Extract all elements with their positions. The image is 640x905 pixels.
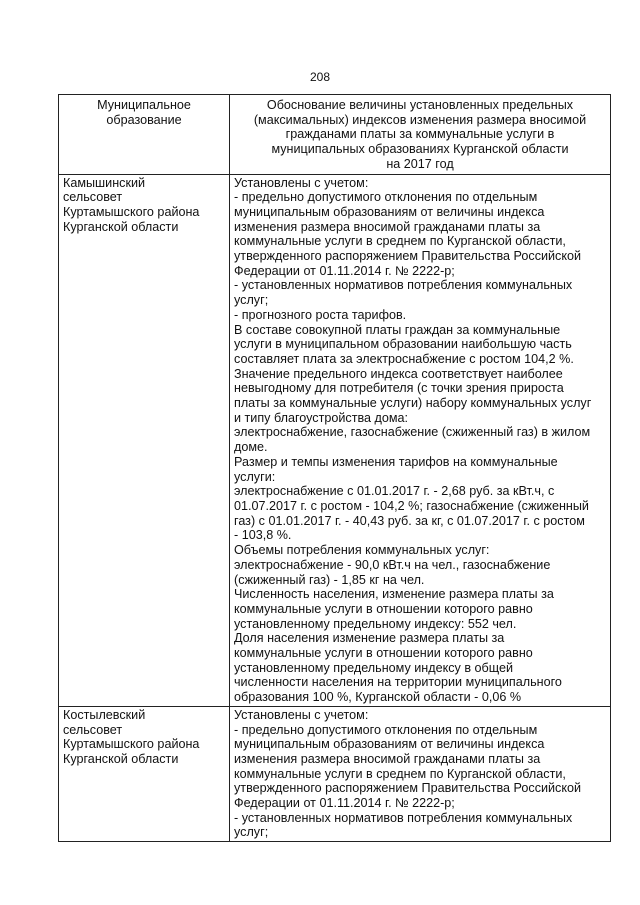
table-header-row	[59, 95, 611, 175]
header-line: Обоснование величины установленных предельных	[266, 98, 574, 112]
justification-line: газ) с 01.01.2017 г. - 40,43 руб. за кг, с 01.07.2017 г. с ростом	[234, 513, 585, 528]
justification-line: электроснабжение - 90,0 кВт.ч на чел., газоснабжение	[234, 557, 551, 572]
justification-line: составляет плата за электроснабжение с ростом 104,2 %.	[234, 351, 574, 366]
justification-line: - прогнозного роста тарифов.	[234, 307, 407, 322]
justification-line: коммунальные услуги в отношении которого равно	[234, 601, 533, 616]
justification-line: установленному предельному индексу: 552 чел.	[234, 616, 517, 631]
justification-line: и типу благоустройства дома:	[234, 410, 409, 425]
justification-line: утвержденного распоряжением Правительства Российской	[234, 249, 582, 264]
municipality-line: сельсовет	[63, 722, 123, 737]
municipality-line: Куртамышского района	[63, 737, 200, 752]
justification-line: Доля населения изменение размера платы за	[234, 631, 505, 646]
justification-line: Установлены с учетом:	[234, 707, 369, 722]
header-line: образование	[106, 112, 182, 127]
justification-line: установленному предельному индексу в общей	[234, 660, 514, 675]
municipality-line: Костылевский	[63, 707, 146, 722]
justification-line: коммунальные услуги в среднем по Курганской области,	[234, 234, 566, 249]
municipality-line: Камышинский	[63, 175, 146, 190]
justification-line: - 103,8 %.	[234, 528, 292, 543]
justification-line: - предельно допустимого отклонения по отдельным	[234, 190, 538, 205]
justification-line: Объемы потребления коммунальных услуг:	[234, 543, 490, 558]
justification-line: Установлены с учетом:	[234, 175, 369, 190]
municipality-cell	[59, 174, 230, 706]
justification-line: электроснабжение, газоснабжение (сжиженный газ) в жилом	[234, 425, 591, 440]
justification-line: численности населения на территории муниципального	[234, 675, 562, 690]
municipality-cell	[59, 706, 230, 841]
justification-line: - установленных нормативов потребления коммунальных	[234, 810, 573, 825]
justification-line: Численность населения, изменение размера платы за	[234, 587, 554, 602]
municipality-line: Куртамышского района	[63, 204, 200, 219]
justification-line: муниципальным образованиям от величины индекса	[234, 204, 545, 219]
justification-line: образования 100 %, Курганской области - 0,06 %	[234, 690, 522, 705]
page-number: 208	[309, 70, 331, 84]
municipality-line: Курганской области	[63, 219, 179, 234]
header-line: (максимальных) индексов изменения размера вносимой	[253, 112, 587, 127]
justification-line: муниципальным образованиям от величины индекса	[234, 737, 545, 752]
justification-line: услуг;	[234, 825, 269, 840]
table-row	[59, 706, 611, 841]
justification-line: платы за коммунальные услуги) набору коммунальных услуг	[234, 396, 592, 411]
justification-line: (сжиженный газ) - 1,85 кг на чел.	[234, 572, 425, 587]
justification-line: коммунальные услуги в среднем по Курганской области,	[234, 766, 566, 781]
header-municipality	[59, 95, 230, 175]
justification-line: утвержденного распоряжением Правительства Российской	[234, 781, 582, 796]
header-line: гражданами платы за коммунальные услуги в	[285, 127, 555, 142]
justification-line: - предельно допустимого отклонения по отдельным	[234, 722, 538, 737]
justification-line: изменения размера вносимой гражданами платы за	[234, 219, 541, 234]
table-row	[59, 174, 611, 706]
justification-line: Значение предельного индекса соответствует наиболее	[234, 366, 563, 381]
municipality-line: сельсовет	[63, 190, 123, 205]
justification-line: Федерации от 01.11.2014 г. № 2222-р;	[234, 263, 455, 278]
justification-line: коммунальные услуги в отношении которого равно	[234, 646, 533, 661]
justification-line: услуг;	[234, 293, 269, 308]
justification-line: услуги в муниципальном образовании наибольшую часть	[234, 337, 572, 352]
justification-line: Федерации от 01.11.2014 г. № 2222-р;	[234, 796, 455, 811]
justification-line: изменения размера вносимой гражданами платы за	[234, 751, 541, 766]
header-line: Муниципальное	[97, 98, 191, 112]
header-line: муниципальных образованиях Курганской области	[271, 142, 569, 157]
header-justification	[230, 95, 611, 175]
header-line: на 2017 год	[386, 156, 454, 171]
justification-table	[58, 94, 611, 842]
justification-line: 01.07.2017 г. с ростом - 104,2 %; газоснабжение (сжиженный	[234, 498, 589, 513]
municipality-line: Курганской области	[63, 751, 179, 766]
justification-line: Размер и темпы изменения тарифов на коммунальные	[234, 454, 558, 469]
justification-line: В составе совокупной платы граждан за коммунальные	[234, 322, 561, 337]
justification-cell	[230, 174, 611, 706]
justification-line: невыгодному для потребителя (с точки зрения прироста	[234, 381, 564, 396]
justification-cell	[230, 706, 611, 841]
justification-line: - установленных нормативов потребления коммунальных	[234, 278, 573, 293]
justification-line: электроснабжение с 01.01.2017 г. - 2,68 руб. за кВт.ч, с	[234, 484, 555, 499]
justification-line: доме.	[234, 440, 268, 455]
justification-line: услуги:	[234, 469, 276, 484]
